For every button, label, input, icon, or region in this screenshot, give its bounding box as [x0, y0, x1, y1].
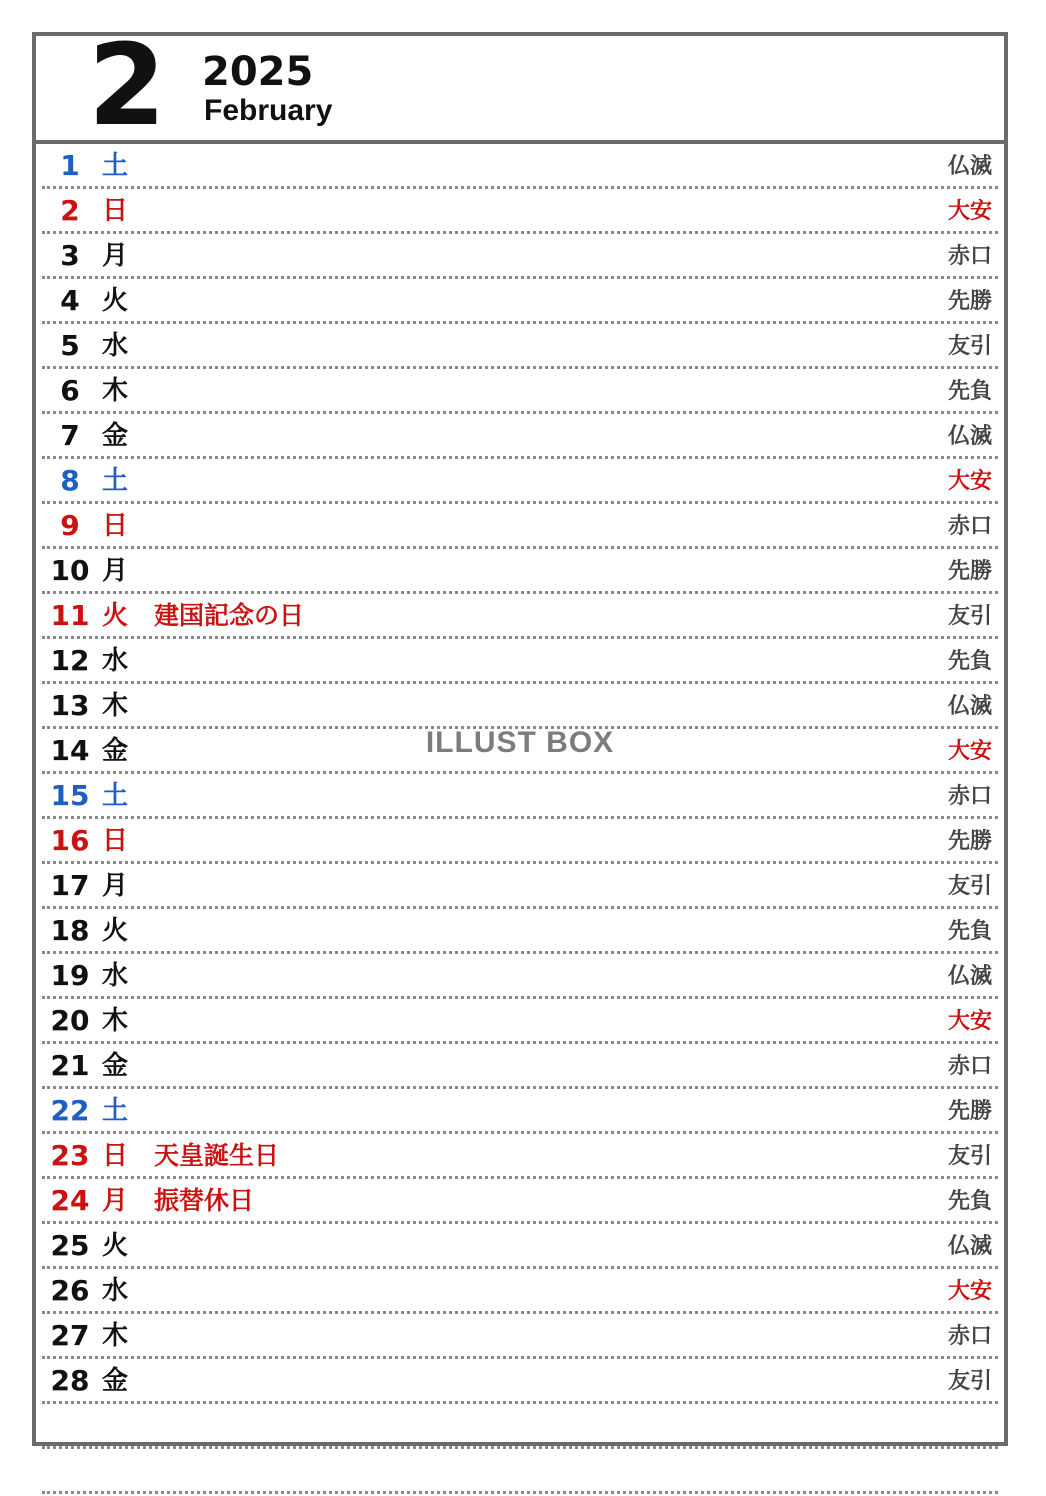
day-row	[42, 731, 998, 774]
weekday-label: 土	[102, 151, 129, 181]
day-number: 1	[60, 149, 80, 182]
day-row	[42, 776, 998, 819]
day-row	[42, 1001, 998, 1044]
rokuyo-label: 赤口	[947, 244, 992, 269]
rokuyo-label: 先負	[947, 1189, 992, 1214]
day-row	[42, 506, 998, 549]
weekday-label: 月	[102, 241, 129, 271]
day-number: 10	[50, 554, 90, 587]
day-row	[42, 1226, 998, 1269]
day-row	[42, 236, 998, 279]
day-row	[42, 596, 998, 639]
rokuyo-label: 仏滅	[947, 424, 992, 449]
weekday-label: 水	[102, 646, 129, 676]
weekday-label: 金	[102, 1051, 129, 1081]
day-row	[42, 326, 998, 369]
day-number: 3	[60, 239, 80, 272]
day-number: 18	[50, 914, 90, 947]
rokuyo-label: 友引	[947, 604, 992, 629]
weekday-label: 金	[102, 736, 129, 766]
day-number: 5	[60, 329, 80, 362]
day-number: 11	[50, 599, 90, 632]
rokuyo-label: 友引	[947, 874, 992, 899]
rokuyo-label: 仏滅	[947, 154, 992, 179]
day-number: 7	[60, 419, 80, 452]
day-number: 4	[60, 284, 80, 317]
rokuyo-label: 大安	[947, 739, 992, 764]
day-number: 8	[60, 464, 80, 497]
weekday-label: 木	[102, 1006, 129, 1036]
day-number: 12	[50, 644, 90, 677]
weekday-label: 水	[102, 331, 129, 361]
rokuyo-label: 大安	[947, 199, 992, 224]
weekday-label: 土	[102, 466, 129, 496]
day-row	[42, 866, 998, 909]
rokuyo-label: 友引	[947, 334, 992, 359]
day-number: 27	[50, 1319, 90, 1352]
day-row	[42, 1181, 998, 1224]
weekday-label: 月	[102, 1186, 129, 1216]
day-row	[42, 146, 998, 189]
day-row	[42, 416, 998, 459]
weekday-label: 日	[102, 826, 129, 856]
rokuyo-label: 先勝	[947, 559, 992, 584]
weekday-label: 火	[102, 601, 129, 631]
rokuyo-label: 先勝	[947, 1099, 992, 1124]
rokuyo-label: 大安	[947, 1279, 992, 1304]
day-number: 28	[50, 1364, 90, 1397]
day-row	[42, 281, 998, 324]
month-name-label: February	[204, 94, 333, 127]
day-number: 19	[50, 959, 90, 992]
day-row	[42, 1316, 998, 1359]
day-number: 2	[60, 194, 80, 227]
rokuyo-label: 大安	[947, 469, 992, 494]
day-row	[42, 641, 998, 684]
day-number: 15	[50, 779, 90, 812]
day-row	[42, 1046, 998, 1089]
month-number: 2	[88, 21, 166, 151]
rokuyo-label: 仏滅	[947, 964, 992, 989]
day-number: 26	[50, 1274, 90, 1307]
weekday-label: 木	[102, 691, 129, 721]
day-number: 9	[60, 509, 80, 542]
day-number: 13	[50, 689, 90, 722]
day-number: 20	[50, 1004, 90, 1037]
rokuyo-label: 赤口	[947, 1054, 992, 1079]
day-number: 25	[50, 1229, 90, 1262]
day-row	[42, 1361, 998, 1404]
day-number: 14	[50, 734, 90, 767]
rokuyo-label: 仏滅	[947, 1234, 992, 1259]
rokuyo-label: 友引	[947, 1144, 992, 1169]
empty-note-row	[42, 1451, 998, 1494]
rokuyo-label: 仏滅	[947, 694, 992, 719]
day-number: 6	[60, 374, 80, 407]
rokuyo-label: 友引	[947, 1369, 992, 1394]
day-row	[42, 686, 998, 729]
empty-note-row	[42, 1406, 998, 1449]
day-number: 24	[50, 1184, 90, 1217]
weekday-label: 水	[102, 1276, 129, 1306]
day-row	[42, 371, 998, 414]
calendar-frame	[32, 21, 1008, 1446]
day-row	[42, 1136, 998, 1179]
weekday-label: 金	[102, 421, 129, 451]
day-row	[42, 1091, 998, 1134]
rokuyo-label: 先勝	[947, 289, 992, 314]
weekday-label: 水	[102, 961, 129, 991]
day-number: 23	[50, 1139, 90, 1172]
day-list	[42, 146, 998, 1496]
day-number: 16	[50, 824, 90, 857]
day-number: 17	[50, 869, 90, 902]
holiday-name: 天皇誕生日	[154, 1141, 280, 1170]
day-row	[42, 956, 998, 999]
day-row	[42, 1271, 998, 1314]
weekday-label: 木	[102, 376, 129, 406]
day-number: 21	[50, 1049, 90, 1082]
weekday-label: 土	[102, 781, 129, 811]
weekday-label: 火	[102, 1231, 129, 1261]
weekday-label: 金	[102, 1366, 129, 1396]
weekday-label: 月	[102, 556, 129, 586]
weekday-label: 日	[102, 511, 129, 541]
rokuyo-label: 先負	[947, 649, 992, 674]
day-row	[42, 551, 998, 594]
day-row	[42, 461, 998, 504]
rokuyo-label: 先負	[947, 379, 992, 404]
rokuyo-label: 大安	[947, 1009, 992, 1034]
holiday-name: 振替休日	[154, 1186, 255, 1215]
weekday-label: 火	[102, 916, 129, 946]
year-label: 2025	[202, 49, 314, 95]
calendar-header	[36, 21, 1004, 151]
rokuyo-label: 赤口	[947, 784, 992, 809]
watermark: ILLUST BOX	[425, 726, 615, 759]
weekday-label: 木	[102, 1321, 129, 1351]
rokuyo-label: 赤口	[947, 1324, 992, 1349]
day-row	[42, 191, 998, 234]
weekday-label: 月	[102, 871, 129, 901]
rokuyo-label: 赤口	[947, 514, 992, 539]
rokuyo-label: 先負	[947, 919, 992, 944]
weekday-label: 土	[102, 1096, 129, 1126]
weekday-label: 日	[102, 1141, 129, 1171]
rokuyo-label: 先勝	[947, 829, 992, 854]
day-number: 22	[50, 1094, 90, 1127]
weekday-label: 日	[102, 196, 129, 226]
holiday-name: 建国記念の日	[154, 601, 305, 630]
weekday-label: 火	[102, 286, 129, 316]
day-row	[42, 911, 998, 954]
day-row	[42, 821, 998, 864]
